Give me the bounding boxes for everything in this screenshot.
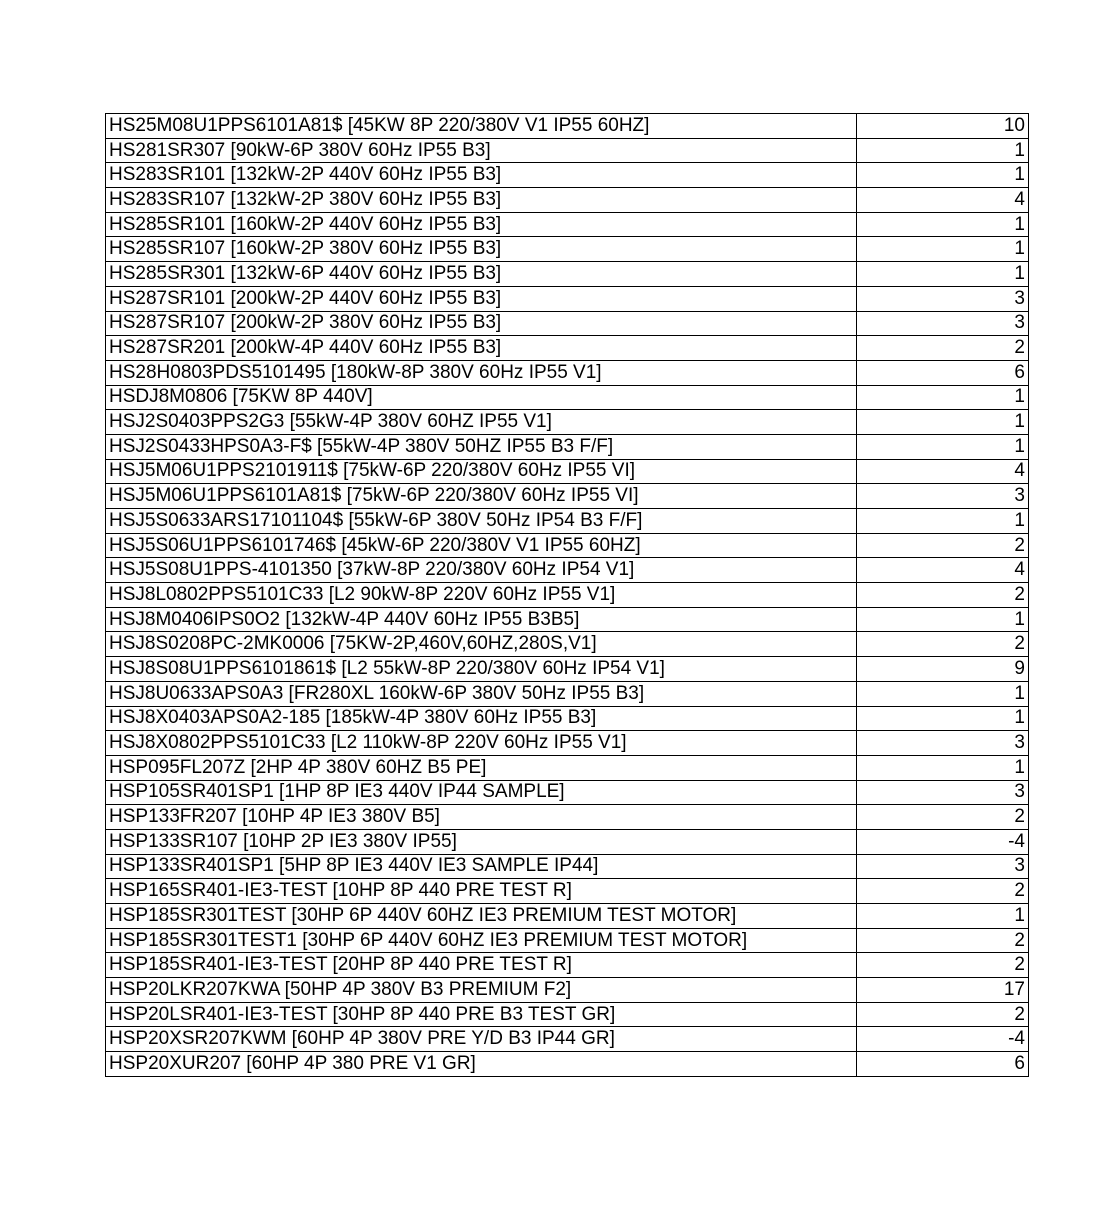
quantity-cell: 6 xyxy=(857,360,1029,385)
item-description-cell: HSJ8U0633APS0A3 [FR280XL 160kW-6P 380V 50Hz IP55 B3] xyxy=(106,681,857,706)
table-row xyxy=(106,212,1029,237)
table-row xyxy=(106,459,1029,484)
table-row xyxy=(106,681,1029,706)
item-description-cell: HSJ2S0433HPS0A3-F$ [55kW-4P 380V 50HZ IP55 B3 F/F] xyxy=(106,434,857,459)
quantity-cell: 3 xyxy=(857,311,1029,336)
item-description-cell: HS285SR107 [160kW-2P 380V 60Hz IP55 B3] xyxy=(106,237,857,262)
quantity-cell: 1 xyxy=(857,138,1029,163)
table-row xyxy=(106,262,1029,287)
quantity-cell: 2 xyxy=(857,928,1029,953)
quantity-cell: 1 xyxy=(857,755,1029,780)
table-row xyxy=(106,755,1029,780)
quantity-cell: 4 xyxy=(857,188,1029,213)
table-row xyxy=(106,805,1029,830)
table-row xyxy=(106,138,1029,163)
table-row xyxy=(106,879,1029,904)
quantity-cell: 2 xyxy=(857,1002,1029,1027)
quantity-cell: 1 xyxy=(857,434,1029,459)
quantity-cell: 1 xyxy=(857,607,1029,632)
item-description-cell: HS283SR107 [132kW-2P 380V 60Hz IP55 B3] xyxy=(106,188,857,213)
quantity-cell: 3 xyxy=(857,854,1029,879)
quantity-cell: 1 xyxy=(857,410,1029,435)
quantity-cell: 10 xyxy=(857,114,1029,139)
item-description-cell: HSJ8X0802PPS5101C33 [L2 110kW-8P 220V 60Hz IP55 V1] xyxy=(106,731,857,756)
item-description-cell: HSP185SR401-IE3-TEST [20HP 8P 440 PRE TEST R] xyxy=(106,953,857,978)
item-description-cell: HS287SR201 [200kW-4P 440V 60Hz IP55 B3] xyxy=(106,336,857,361)
table-row xyxy=(106,904,1029,929)
item-description-cell: HSJ5S08U1PPS-4101350 [37kW-8P 220/380V 60Hz IP54 V1] xyxy=(106,558,857,583)
item-description-cell: HSJ5S06U1PPS6101746$ [45kW-6P 220/380V V1 IP55 60HZ] xyxy=(106,533,857,558)
quantity-cell: 4 xyxy=(857,558,1029,583)
table-row xyxy=(106,953,1029,978)
item-description-cell: HSJ8M0406IPS0O2 [132kW-4P 440V 60Hz IP55 B3B5] xyxy=(106,607,857,632)
item-description-cell: HSJ5M06U1PPS6101A81$ [75kW-6P 220/380V 60Hz IP55 VI] xyxy=(106,484,857,509)
table-row xyxy=(106,607,1029,632)
item-description-cell: HSP133SR401SP1 [5HP 8P IE3 440V IE3 SAMPLE IP44] xyxy=(106,854,857,879)
quantity-cell: 1 xyxy=(857,237,1029,262)
quantity-cell: 3 xyxy=(857,484,1029,509)
table-row xyxy=(106,706,1029,731)
table-row xyxy=(106,978,1029,1003)
item-description-cell: HSJ5M06U1PPS2101911$ [75kW-6P 220/380V 60Hz IP55 VI] xyxy=(106,459,857,484)
table-row xyxy=(106,484,1029,509)
table-row xyxy=(106,1002,1029,1027)
quantity-cell: 1 xyxy=(857,385,1029,410)
item-description-cell: HS281SR307 [90kW-6P 380V 60Hz IP55 B3] xyxy=(106,138,857,163)
table-row xyxy=(106,311,1029,336)
table-row xyxy=(106,509,1029,534)
item-description-cell: HSJ8L0802PPS5101C33 [L2 90kW-8P 220V 60Hz IP55 V1] xyxy=(106,583,857,608)
table-row xyxy=(106,114,1029,139)
item-description-cell: HS25M08U1PPS6101A81$ [45KW 8P 220/380V V1 IP55 60HZ] xyxy=(106,114,857,139)
item-description-cell: HS287SR107 [200kW-2P 380V 60Hz IP55 B3] xyxy=(106,311,857,336)
item-description-cell: HSP20XUR207 [60HP 4P 380 PRE V1 GR] xyxy=(106,1052,857,1077)
quantity-cell: 3 xyxy=(857,286,1029,311)
table-row xyxy=(106,928,1029,953)
item-description-cell: HSP185SR301TEST1 [30HP 6P 440V 60HZ IE3 PREMIUM TEST MOTOR] xyxy=(106,928,857,953)
item-description-cell: HSP20XSR207KWM [60HP 4P 380V PRE Y/D B3 IP44 GR] xyxy=(106,1027,857,1052)
quantity-cell: 4 xyxy=(857,459,1029,484)
item-description-cell: HSJ5S0633ARS17101104$ [55kW-6P 380V 50Hz IP54 B3 F/F] xyxy=(106,509,857,534)
quantity-cell: 9 xyxy=(857,657,1029,682)
item-description-cell: HS285SR301 [132kW-6P 440V 60Hz IP55 B3] xyxy=(106,262,857,287)
item-description-cell: HSJ8S0208PC-2MK0006 [75KW-2P,460V,60HZ,280S,V1] xyxy=(106,632,857,657)
table-row xyxy=(106,780,1029,805)
item-description-cell: HS283SR101 [132kW-2P 440V 60Hz IP55 B3] xyxy=(106,163,857,188)
item-description-cell: HS287SR101 [200kW-2P 440V 60Hz IP55 B3] xyxy=(106,286,857,311)
item-description-cell: HS28H0803PDS5101495 [180kW-8P 380V 60Hz IP55 V1] xyxy=(106,360,857,385)
table-row xyxy=(106,632,1029,657)
quantity-cell: 2 xyxy=(857,583,1029,608)
quantity-cell: 1 xyxy=(857,681,1029,706)
table-row xyxy=(106,854,1029,879)
quantity-cell: 6 xyxy=(857,1052,1029,1077)
item-description-cell: HSP185SR301TEST [30HP 6P 440V 60HZ IE3 PREMIUM TEST MOTOR] xyxy=(106,904,857,929)
table-row xyxy=(106,336,1029,361)
table-row xyxy=(106,1052,1029,1077)
table-row xyxy=(106,558,1029,583)
quantity-cell: -4 xyxy=(857,829,1029,854)
table-row xyxy=(106,829,1029,854)
quantity-cell: 1 xyxy=(857,212,1029,237)
item-description-cell: HSP095FL207Z [2HP 4P 380V 60HZ B5 PE] xyxy=(106,755,857,780)
quantity-cell: 2 xyxy=(857,533,1029,558)
inventory-table xyxy=(105,113,1029,1077)
table-row xyxy=(106,533,1029,558)
item-description-cell: HSJ2S0403PPS2G3 [55kW-4P 380V 60HZ IP55 V1] xyxy=(106,410,857,435)
quantity-cell: 1 xyxy=(857,509,1029,534)
table-row xyxy=(106,1027,1029,1052)
table-row xyxy=(106,237,1029,262)
table-row xyxy=(106,657,1029,682)
inventory-table-body xyxy=(106,114,1029,1077)
item-description-cell: HSP20LSR401-IE3-TEST [30HP 8P 440 PRE B3 TEST GR] xyxy=(106,1002,857,1027)
quantity-cell: 1 xyxy=(857,904,1029,929)
quantity-cell: 1 xyxy=(857,163,1029,188)
table-row xyxy=(106,188,1029,213)
item-description-cell: HSJ8X0403APS0A2-185 [185kW-4P 380V 60Hz IP55 B3] xyxy=(106,706,857,731)
quantity-cell: 3 xyxy=(857,780,1029,805)
quantity-cell: 2 xyxy=(857,632,1029,657)
quantity-cell: 2 xyxy=(857,805,1029,830)
quantity-cell: 17 xyxy=(857,978,1029,1003)
item-description-cell: HSP20LKR207KWA [50HP 4P 380V B3 PREMIUM F2] xyxy=(106,978,857,1003)
item-description-cell: HSP165SR401-IE3-TEST [10HP 8P 440 PRE TEST R] xyxy=(106,879,857,904)
item-description-cell: HSP133FR207 [10HP 4P IE3 380V B5] xyxy=(106,805,857,830)
table-row xyxy=(106,286,1029,311)
item-description-cell: HSJ8S08U1PPS6101861$ [L2 55kW-8P 220/380V 60Hz IP54 V1] xyxy=(106,657,857,682)
table-row xyxy=(106,731,1029,756)
quantity-cell: 3 xyxy=(857,731,1029,756)
quantity-cell: 2 xyxy=(857,879,1029,904)
table-row xyxy=(106,583,1029,608)
item-description-cell: HSP105SR401SP1 [1HP 8P IE3 440V IP44 SAMPLE] xyxy=(106,780,857,805)
quantity-cell: 2 xyxy=(857,953,1029,978)
table-row xyxy=(106,410,1029,435)
table-row xyxy=(106,434,1029,459)
table-row xyxy=(106,163,1029,188)
quantity-cell: 1 xyxy=(857,706,1029,731)
quantity-cell: -4 xyxy=(857,1027,1029,1052)
quantity-cell: 1 xyxy=(857,262,1029,287)
item-description-cell: HSDJ8M0806 [75KW 8P 440V] xyxy=(106,385,857,410)
table-row xyxy=(106,385,1029,410)
table-row xyxy=(106,360,1029,385)
item-description-cell: HS285SR101 [160kW-2P 440V 60Hz IP55 B3] xyxy=(106,212,857,237)
item-description-cell: HSP133SR107 [10HP 2P IE3 380V IP55] xyxy=(106,829,857,854)
quantity-cell: 2 xyxy=(857,336,1029,361)
